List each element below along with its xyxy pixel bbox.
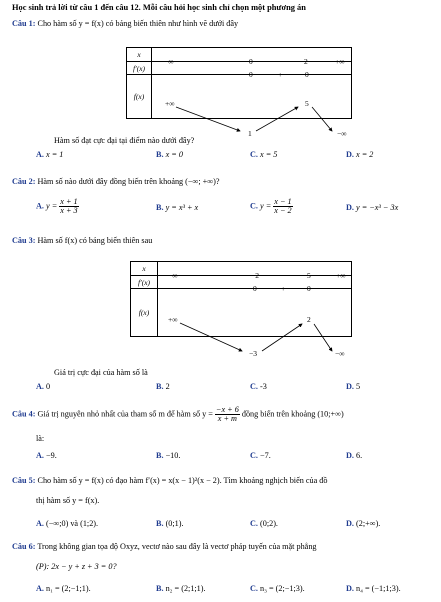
- q1-option-b[interactable]: B. x = 0: [156, 150, 183, 159]
- variation-table-3: [130, 261, 352, 358]
- q2-option-b[interactable]: B. y = x³ + x: [156, 203, 199, 212]
- q3-option-d[interactable]: D. 5: [346, 382, 361, 391]
- question-6-label: Câu 6:: [12, 542, 36, 551]
- variation-table-1: [126, 47, 352, 138]
- q6-option-a[interactable]: A. n₁ = (2;−1;1).: [36, 584, 91, 593]
- q3-option-a[interactable]: A. 0: [36, 382, 51, 391]
- table3-x-value: −∞: [168, 270, 178, 280]
- table1-x-header: x: [137, 50, 141, 59]
- table3-fp-header: f′(x): [137, 277, 151, 287]
- table3-sign: −: [336, 284, 341, 293]
- q2-option-d[interactable]: D. y = −x³ − 3x: [346, 203, 399, 212]
- table3-f-value: 2: [307, 314, 311, 324]
- table3-sign: 0: [253, 284, 257, 293]
- question-5: [12, 477, 327, 485]
- question-2: [12, 178, 220, 186]
- table1-x-value: 2: [304, 56, 308, 66]
- question-3: [12, 237, 152, 245]
- question-6-line2: (P): 2x − y + z + 3 = 0?: [36, 562, 117, 571]
- table1-f-value: 1: [248, 128, 252, 138]
- question-2-label: Câu 2:: [12, 177, 36, 186]
- table1-f-header: f(x): [133, 92, 145, 101]
- q6-option-b[interactable]: B. n₂ = (2;1;1).: [156, 584, 206, 593]
- question-4-la: là:: [36, 434, 45, 443]
- table1-sign: +: [278, 70, 283, 79]
- table3-sign: −: [206, 284, 211, 293]
- question-1-label: Câu 1:: [12, 19, 36, 28]
- q5-option-b[interactable]: B. (0;1).: [156, 519, 184, 528]
- question-2-text: Hàm số nào dưới đây đồng biến trên khoảng (−∞; +∞)?: [37, 177, 220, 186]
- question-6: [12, 543, 317, 551]
- q1-option-c[interactable]: C. x = 5: [250, 150, 278, 159]
- fraction: $\frac{x - 1}{x - 2}$: [274, 197, 292, 216]
- q2-option-a[interactable]: A. y = $\frac{x + 1}{x + 3}$: [36, 197, 78, 216]
- table1-f-value: −∞: [337, 128, 347, 138]
- table1-x-value: −∞: [164, 56, 174, 66]
- q2-option-c[interactable]: C. y = $\frac{x - 1}{x - 2}$: [250, 197, 292, 216]
- question-4: [12, 406, 344, 423]
- q5-option-a[interactable]: A. (−∞;0) và (1;2).: [36, 519, 99, 528]
- table3-x-value: +∞: [336, 270, 346, 280]
- table3-arrows: [158, 313, 354, 361]
- table1-x-value: +∞: [335, 56, 345, 66]
- table3-f-value: −3: [249, 348, 257, 358]
- table1-f-value: 5: [305, 98, 309, 108]
- question-4-label: Câu 4:: [12, 409, 36, 419]
- q1-option-a[interactable]: A. x = 1: [36, 150, 64, 159]
- question-6-line1: Trong không gian tọa độ Oxyz, vectơ nào sau đây là vectơ pháp tuyến của mặt phẳng: [37, 542, 317, 551]
- q6-option-d[interactable]: D. n₄ = (−1;1;3).: [346, 584, 401, 593]
- table1-fp-header: f′(x): [132, 63, 146, 73]
- q5-option-d[interactable]: D. (2;+∞).: [346, 519, 381, 528]
- q4-option-b[interactable]: B. −10.: [156, 451, 181, 460]
- table1-sign: 0: [305, 70, 309, 79]
- question-3-label: Câu 3:: [12, 236, 36, 245]
- table1-arrows: [152, 97, 352, 141]
- question-3-prompt: Giá trị cực đại của hàm số là: [54, 368, 148, 377]
- q3-option-b[interactable]: B. 2: [156, 382, 170, 391]
- table3-sign: +: [281, 284, 286, 293]
- table3-sign: 0: [307, 284, 311, 293]
- table1-sign: −: [202, 70, 207, 79]
- table3-x-header: x: [142, 264, 146, 273]
- question-1-prompt: Hàm số đạt cực đại tại điểm nào dưới đây?: [54, 136, 195, 145]
- table3-f-header: f(x): [138, 308, 150, 317]
- q4-option-a[interactable]: A. −9.: [36, 451, 57, 460]
- question-4-text: Giá trị nguyên nhỏ nhất của tham số m để hàm số y =: [37, 409, 213, 419]
- table3-x-value: 5: [307, 270, 311, 280]
- table1-f-value: +∞: [165, 98, 175, 108]
- fraction: $\frac{x + 1}{x + 3}$: [60, 197, 78, 216]
- table3-x-value: −2: [251, 270, 259, 280]
- q1-option-d[interactable]: D. x = 2: [346, 150, 374, 159]
- table1-x-value: 0: [249, 56, 253, 66]
- section-header: Học sinh trả lời từ câu 1 đến câu 12. Mỗi câu hỏi học sinh chỉ chọn một phương án: [12, 3, 306, 12]
- q6-option-c[interactable]: C. n₃ = (2;−1;3).: [250, 584, 305, 593]
- question-4-text-after: đồng biến trên khoảng (10;+∞): [241, 409, 344, 419]
- question-1: [12, 20, 238, 28]
- q5-option-c[interactable]: C. (0;2).: [250, 519, 278, 528]
- question-3-text: Hàm số f(x) có bảng biến thiên sau: [37, 236, 153, 245]
- table1-sign: −: [337, 70, 342, 79]
- question-5-line2: thị hàm số y = f(x).: [36, 496, 100, 505]
- q4-option-d[interactable]: D. 6.: [346, 451, 363, 460]
- question-1-text: Cho hàm số y = f(x) có bảng biến thiên như hình vẽ dưới đây: [37, 19, 239, 28]
- fraction: $\frac{-x + 6}{x + m}$: [215, 405, 239, 424]
- question-5-line1: Cho hàm số y = f(x) có đạo hàm f′(x) = x(x − 1)²(x − 2). Tìm khoảng nghịch biến của đồ: [37, 476, 328, 485]
- q4-option-c[interactable]: C. −7.: [250, 451, 271, 460]
- question-5-label: Câu 5:: [12, 476, 36, 485]
- table1-sign: 0: [249, 70, 253, 79]
- table3-f-value: +∞: [168, 314, 178, 324]
- table3-f-value: −∞: [335, 348, 345, 358]
- q3-option-c[interactable]: C. -3: [250, 382, 267, 391]
